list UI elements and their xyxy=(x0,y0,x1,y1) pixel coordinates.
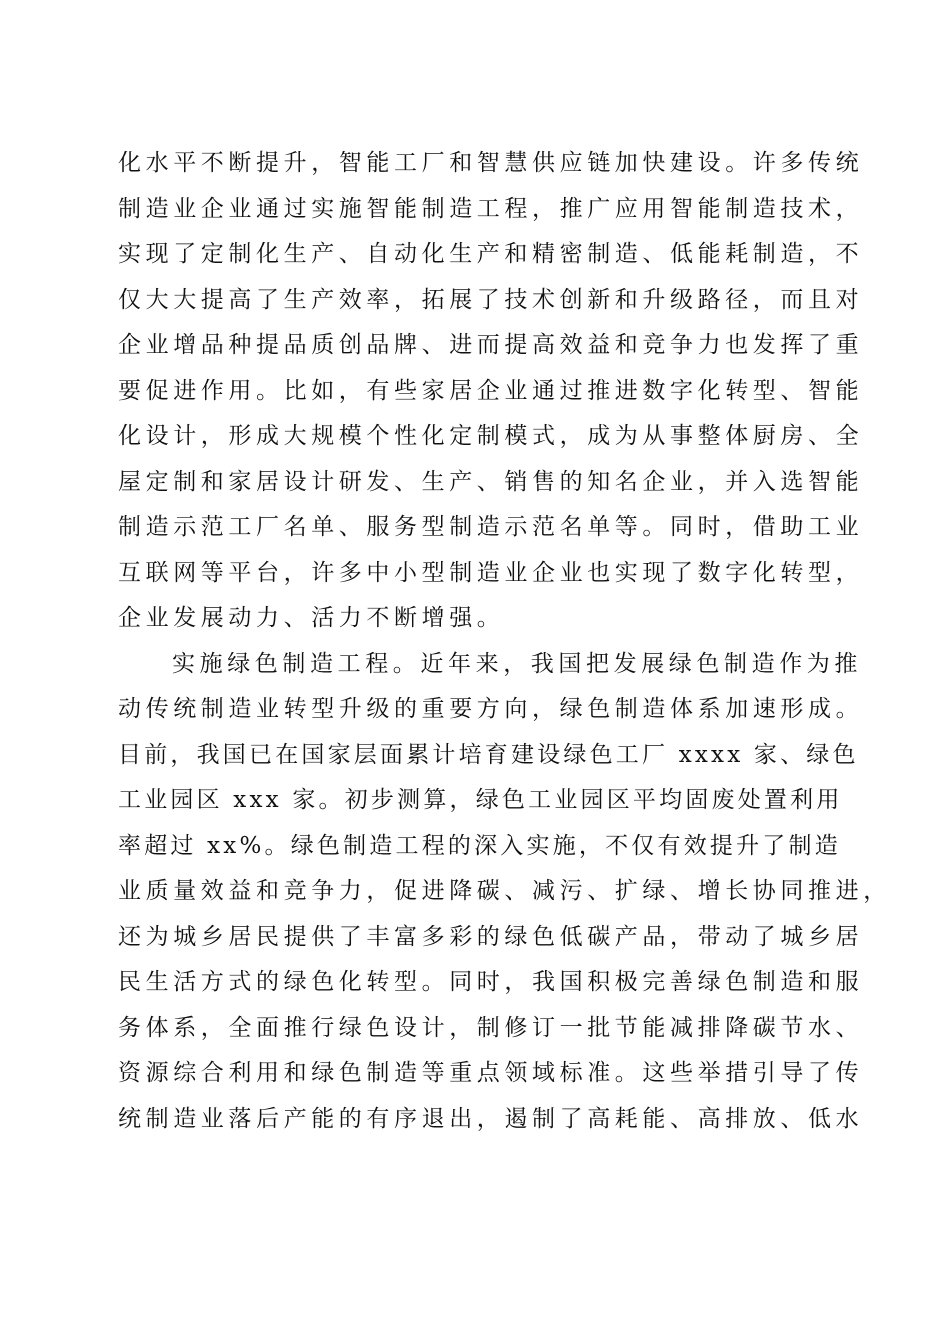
text-line: 目前，我国已在国家层面累计培育建设绿色工厂 xxxx 家、绿色 xyxy=(118,741,859,768)
text-line: 实现了定制化生产、自动化生产和精密制造、低能耗制造，不 xyxy=(118,241,864,267)
text-line: 制造示范工厂名单、服务型制造示范名单等。同时，借助工业 xyxy=(118,514,864,540)
text-line: 还为城乡居民提供了丰富多彩的绿色低碳产品，带动了城乡居 xyxy=(118,923,864,950)
text-line: 化水平不断提升，智能工厂和智慧供应链加快建设。许多传统 xyxy=(118,150,864,176)
text-line: 制造业企业通过实施智能制造工程，推广应用智能制造技术， xyxy=(118,195,864,222)
text-line: 屋定制和家居设计研发、生产、销售的知名企业，并入选智能 xyxy=(118,468,864,495)
text-line: 工业园区 xxx 家。初步测算，绿色工业园区平均固废处置利用 xyxy=(118,787,843,813)
text-line: 化设计，形成大规模个性化定制模式，成为从事整体厨房、全 xyxy=(118,423,864,449)
text-line: 务体系，全面推行绿色设计，制修订一批节能减排降碳节水、 xyxy=(118,1014,864,1041)
text-line: 业质量效益和竞争力，促进降碳、减污、扩绿、增长协同推进， xyxy=(118,878,891,904)
text-line: 仅大大提高了生产效率，拓展了技术创新和升级路径，而且对 xyxy=(118,286,864,313)
text-line: 企业发展动力、活力不断增强。 xyxy=(118,605,505,631)
text-line: 统制造业落后产能的有序退出，遏制了高耗能、高排放、低水 xyxy=(118,1105,864,1132)
text-line: 要促进作用。比如，有些家居企业通过推进数字化转型、智能 xyxy=(118,377,864,404)
text-line: 率超过 xx%。绿色制造工程的深入实施，不仅有效提升了制造 xyxy=(118,832,841,859)
text-line: 互联网等平台，许多中小型制造业企业也实现了数字化转型， xyxy=(118,559,864,586)
text-line: 民生活方式的绿色化转型。同时，我国积极完善绿色制造和服 xyxy=(118,969,864,995)
text-line: 动传统制造业转型升级的重要方向，绿色制造体系加速形成。 xyxy=(118,696,864,722)
paragraph-start-line: 实施绿色制造工程。近年来，我国把发展绿色制造作为推 xyxy=(172,650,862,677)
body-text xyxy=(118,141,891,1142)
text-line: 资源综合利用和绿色制造等重点领域标准。这些举措引导了传 xyxy=(118,1060,864,1086)
text-line: 企业增品种提品质创品牌、进而提高效益和竞争力也发挥了重 xyxy=(118,332,864,358)
